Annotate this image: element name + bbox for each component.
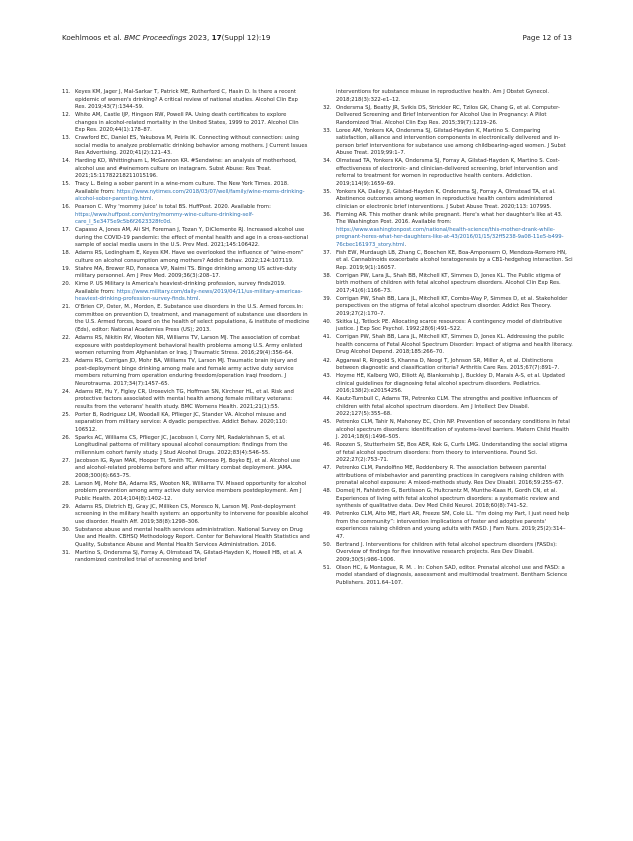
continuation-text: interventions for substance misuse in reproductive health. Am J Obstet Gynecol. 2018;218(3):322-e1–12. [336, 89, 550, 103]
reference-citation: Petrenko CLM, Alto ME, Hart AR, Freeze SM, Cole LL. “I'm doing my Part, I just need help from the community”: intervention implications of foster and adoptive parents' experiences raising children and young adults with FASD. J Fam Nurs. 2019;25(2):314–47. [336, 511, 570, 540]
reference-item [62, 135, 310, 158]
reference-item [323, 319, 573, 334]
reference-text [75, 458, 310, 481]
reference-text [336, 465, 573, 488]
reference-citation: Bertrand J. Interventions for children with fetal alcohol spectrum disorders (FASDs): Overview of findings for five innovative research projects. Res Dev Disabil. 2009;30(5):986–1006. [336, 541, 557, 563]
reference-number: 46. [323, 442, 332, 449]
reference-text [336, 128, 573, 158]
journal-name: BMC Proceedings [124, 32, 187, 42]
reference-text [75, 304, 310, 334]
reference-item [62, 335, 310, 358]
reference-citation: Kime P. US Military is America's heaviest-drinking profession, survey finds2019. Available from: [75, 281, 286, 295]
reference-text [75, 389, 310, 412]
reference-number: 40. [323, 318, 332, 325]
reference-text [75, 135, 310, 158]
reference-item [62, 358, 310, 388]
reference-text [75, 158, 310, 181]
reference-number: 30. [62, 526, 71, 533]
reference-number: 15. [62, 181, 71, 188]
reference-citation: Keyes KM, Jager J, Mal-Sarkar T, Patrick ME, Rutherford C, Hasin D. Is there a recent epidemic of women's drinking? A critical review of national studies. Alcohol Clin Exp Res. 2019;43(7):1344–59. [75, 89, 298, 110]
reference-link-suffix: . [169, 219, 172, 226]
reference-citation: Olson HC, & Montague, R. M. . In: Cohen SAD, editor. Prenatal alcohol use and FASD: a model standard of diagnosis, assessment and multimodal treatment. Bentham Science Publishers. 2011.64–107. [336, 564, 568, 586]
reference-number: 47. [323, 465, 332, 472]
reference-item [62, 181, 310, 204]
reference-item [323, 442, 573, 465]
reference-number: 37. [323, 249, 332, 256]
reference-citation: Yonkers KA, Dailey JI, Gilstad-Hayden K, Ondersma SJ, Forray A, Olmstead TA, et al. Abstinence outcomes among women in reproductive health centers administered clinician or electronic brief interventions. J Subst Abuse Treat. 2020;113: 107995. [336, 188, 556, 210]
reference-text [336, 373, 573, 396]
reference-link-suffix: . [404, 241, 407, 248]
reference-number: 51. [323, 564, 332, 571]
reference-citation: Adams RS, Nikitin RV, Wooten NR, Williams TV, Larson MJ. The association of combat exposure with postdeployment behavioral health problems among U.S. Army enlisted women returning from Afghanistan or Iraq. J Traumatic Stress. 2016;29(4):356–64. [75, 335, 303, 357]
reference-item [323, 334, 573, 357]
reference-citation: Harding KD, Whittingham L, McGannon KR. #Sendwine: an analysis of motherhood, alcohol use and #winemom culture on instagram. Subst Abuse: Res Treat. 2021;15:11782218211015196. [75, 158, 297, 180]
reference-text [75, 527, 310, 550]
reference-item [323, 396, 573, 419]
reference-number: 19. [62, 265, 71, 272]
reference-text [336, 212, 573, 250]
reference-citation: O'Brien CP, Oster, M., Morden, E. Substance use disorders in the U.S. Armed forces.In: committee on prevention D, treatment, and management of substance use disorders in the U.S. Armed forces, board on the health of select populations, & institute of medicine (Eds), editor: National Academies Press (US); 2013. [75, 304, 310, 333]
reference-citation: Domeij H, Fahlström G, Bertilsson G, Hultcrantz M, Munthe-Kaas H, Gordh CN, et al. Experiences of living with fetal alcohol spectrum disorders: a systematic review and synthesis of qualitative data. Dev Med Child Neurol. 2018;60(8):741–52. [336, 488, 560, 510]
reference-item [323, 488, 573, 511]
reference-number: 42. [323, 357, 332, 364]
reference-number: 16. [62, 204, 71, 211]
reference-text [336, 419, 573, 442]
reference-citation: Stahre MA, Brewer RD, Fonseca VP, Naimi TS. Binge drinking among US active-duty military personnel. Am J Prev Med. 2009;36(3):208–17. [75, 265, 297, 280]
reference-number: 11. [62, 89, 71, 95]
reference-citation: Substance abuse and mental health services administration. National Survey on Drug Use and Health. CBHSQ Methodology Report. Center for Behavioral Health Statistics and Quality, Substance Abuse and Mental Health Services Administration. 2016. [75, 526, 310, 548]
reference-citation: Porter B, Rodriguez LM, Woodall KA, Pflieger JC, Stander VA. Alcohol misuse and separation from military service: A dyadic perspective. Addict Behav. 2020;110: 106512. [75, 411, 288, 433]
reference-number: 39. [323, 295, 332, 302]
reference-link[interactable]: https://www.washingtonpost.com/national/health-science/this-mother-drank-while-pregnant-heres-what-her-daughters-like-at-43/2016/01/15/32ff5238-9a08-11e5-b499-76cbec161973_story.html [336, 226, 564, 248]
reference-citation: Jacobson IG, Ryan MAK, Hooper TI, Smith TC, Amoroso PJ, Boyko EJ, et al. Alcohol use and alcohol-related problems before and after military combat deployment. JAMA. 2008;300(6):663–75. [75, 457, 301, 479]
reference-item [323, 419, 573, 442]
reference-text [336, 396, 573, 419]
reference-number: 34. [323, 158, 332, 165]
reference-number: 18. [62, 250, 71, 257]
journal-authors: Koehlmoos et al. [62, 32, 122, 42]
reference-continuation [323, 89, 573, 104]
reference-text [75, 335, 310, 358]
reference-item [62, 204, 310, 227]
reference-number: 25. [62, 411, 71, 418]
reference-citation: Corrigan PW, Shah BB, Lara JL, Mitchell KT, Combs-Way P, Simmes D, et al. Stakeholder perspectives on the stigma of fetal alcohol spectrum disorder. Addict Res Theory. 2019;27(2):170–7. [336, 295, 568, 317]
reference-number: 33. [323, 127, 332, 134]
reference-citation: Crawford EC, Daniel ES, Yakubova M, Peiris IK. Connecting without connection: using social media to analyze problematic drinking behavior among mothers. J Current Issues Res Advertising. 2020;41(2):121–43. [75, 135, 308, 157]
reference-text [336, 442, 573, 465]
reference-citation: Sparks AC, Williams CS, Pflieger JC, Jacobson I, Corry NH, Radakrishnan S, et al. Longitudinal patterns of military spousal alcohol consumption: findings from the millennium cohort family study. J Stud Alcohol Drugs. 2022;83(4):546–55. [75, 434, 288, 456]
reference-number: 31. [62, 549, 71, 556]
reference-citation: Aggarwal R, Ringold S, Khanna D, Neogi T, Johnson SR, Miller A, et al. Distinctions between diagnostic and classification criteria? Arthritis Care Res. 2015;67(7):891–7. [336, 357, 560, 372]
reference-number: 21. [62, 304, 71, 311]
reference-text [75, 412, 310, 435]
reference-text [75, 504, 310, 527]
reference-number: 13. [62, 135, 71, 142]
journal-citation [62, 33, 270, 42]
reference-item [62, 527, 310, 550]
reference-text [336, 273, 573, 296]
reference-citation: White AM, Castle IJP, Hingson RW, Powell PA. Using death certificates to explore changes in alcohol-related mortality in the United States, 1999 to 2017. Alcohol Clin Exp Res. 2020;44(1):178–87. [75, 112, 299, 134]
reference-item [62, 389, 310, 412]
reference-link-suffix: . [198, 296, 201, 303]
reference-citation: Fleming AR. This mother drank while pregnant. Here's what her daughter's like at 43. The Washington Post. 2016. Available from: [336, 211, 563, 226]
reference-item [323, 565, 573, 588]
reference-citation: Larson MJ, Mohr BA, Adams RS, Wooten NR, Williams TV. Missed opportunity for alcohol problem prevention among army active duty service members postdeployment. Am J Public Health. 2014;104(8):1402–12. [75, 480, 307, 502]
reference-item [323, 511, 573, 541]
reference-text [75, 181, 310, 204]
reference-item [323, 189, 573, 212]
reference-number: 43. [323, 373, 332, 380]
reference-number: 26. [62, 434, 71, 441]
page-header [62, 31, 572, 43]
reference-item [323, 128, 573, 158]
journal-issue: (Suppl 12):19 [221, 32, 271, 42]
left-column [62, 89, 310, 588]
reference-link[interactable]: https://www.nytimes.com/2018/03/07/well/family/wine-moms-drinking-alcohol-sober-parenting.html [75, 188, 305, 203]
reference-item [323, 373, 573, 396]
reference-citation: Olmstead TA, Yonkers KA, Ondersma SJ, Forray A, Gilstad-Hayden K, Martino S. Cost-effectiveness of electronic- and clinician-delivered screening, brief intervention and referral to treatment for women in reproductive health centers. Addiction. 2019;114(9):1659–69. [336, 158, 560, 187]
reference-citation: Adams RS, Ledingham E, Keyes KM. Have we overlooked the influence of “wine-mom” culture on alcohol consumption among mothers? Addict Behav. 2022;124:107119. [75, 250, 304, 264]
reference-item [62, 158, 310, 181]
reference-citation: Ondersma SJ, Beatty JR, Svikis DS, Strickler RC, Tzilos GK, Chang G, et al. Computer-Delivered Screening and Brief Intervention for Alcohol Use in Pregnancy: A Pilot Randomized Trial. Alcohol Clin Exp Res. 2015;39(7):1219–26. [336, 104, 560, 126]
reference-item [323, 212, 573, 250]
reference-text [75, 481, 310, 504]
page-number: Page 12 of 13 [522, 32, 572, 42]
reference-item [62, 304, 310, 334]
reference-number: 44. [323, 396, 332, 403]
reference-citation: Petrenko CLM, Tahir N, Mahoney EC, Chin NP. Prevention of secondary conditions in fetal alcohol spectrum disorders: identification of systems-level barriers. Matern Child Health J. 2014;18(6):1496–505. [336, 419, 570, 441]
reference-text [75, 250, 310, 265]
reference-item [62, 412, 310, 435]
reference-text [336, 319, 573, 334]
reference-number: 24. [62, 388, 71, 395]
reference-number: 27. [62, 457, 71, 464]
reference-text [336, 565, 573, 588]
reference-link[interactable]: https://www.military.com/daily-news/2019/04/11/us-military-americas-heaviest-drinking-profession-survey-finds.html [75, 288, 303, 303]
reference-text [336, 334, 573, 357]
reference-text [75, 112, 310, 135]
reference-text [336, 105, 573, 128]
reference-link[interactable]: https://www.huffpost.com/entry/mommy-wine-culture-drinking-self-care_l_5e3475e9c5b6f2623328fc0d [75, 211, 254, 226]
reference-number: 41. [323, 334, 332, 341]
reference-citation: Adams RS, Dietrich EJ, Gray JC, Milliken CS, Moresco N, Larson MJ. Post-deployment screening in the military health system: an opportunity to intervene for possible alcohol use disorder. Health Aff. 2019;38(8):1298–306. [75, 503, 309, 525]
reference-item [62, 112, 310, 135]
references-body [62, 89, 573, 588]
reference-number: 35. [323, 188, 332, 195]
reference-item [323, 105, 573, 128]
reference-link-suffix: . [151, 196, 154, 203]
reference-number: 20. [62, 281, 71, 288]
reference-item [323, 465, 573, 488]
reference-text [336, 250, 573, 273]
reference-number: 29. [62, 503, 71, 510]
reference-number: 49. [323, 511, 332, 518]
reference-text [75, 266, 310, 281]
reference-text [75, 281, 310, 304]
reference-text [75, 435, 310, 458]
reference-citation: Loree AM, Yonkers KA, Ondersma SJ, Gilstad-Hayden K, Martino S. Comparing satisfaction, alliance and intervention components in electronically delivered and in-person brief interventions for substance use among childbearing-aged women. J Subst Abuse Treat. 2019;99:1–7. [336, 127, 566, 157]
reference-citation: Adams RE, Hu Y, Figley CR, Urosevich TG, Hoffman SN, Kirchner HL, et al. Risk and protective factors associated with mental health among female military veterans: results from the veterans' health study. BMC Womens Health. 2021;21(1):55. [75, 388, 294, 410]
reference-number: 32. [323, 104, 332, 111]
reference-number: 28. [62, 480, 71, 487]
reference-number: 12. [62, 112, 71, 119]
reference-number: 45. [323, 419, 332, 426]
reference-citation: Tracy L. Being a sober parent in a wine-mom culture. The New York Times. 2018. Available from: [75, 181, 289, 195]
reference-number: 22. [62, 335, 71, 342]
reference-item [62, 227, 310, 250]
reference-number: 48. [323, 488, 332, 495]
reference-item [323, 158, 573, 188]
reference-text [336, 488, 573, 511]
reference-item [323, 250, 573, 273]
reference-item [323, 296, 573, 319]
reference-citation: Skitka LJ, Tetlock PE. Allocating scarce resources: A contingency model of distributive justice. J Exp Soc Psychol. 1992;28(6):491–522. [336, 318, 562, 333]
reference-citation: Corrigan PW, Shah BB, Lara JL, Mitchell KT, Simmes D, Jones KL. Addressing the public health concerns of Fetal Alcohol Spectrum Disorder: Impact of stigma and health literacy. Drug Alcohol Depend. 2018;185:266–70. [336, 334, 573, 356]
reference-citation: Hoyme HE, Kalberg WO, Elliott AJ, Blankenship J, Buckley D, Marais A-S, et al. Updated clinical guidelines for diagnosing fetal alcohol spectrum disorders. Pediatrics. 2016;138(2):e20154256. [336, 373, 565, 395]
reference-text [336, 358, 573, 373]
reference-citation: Adams RS, Corrigan JD, Mohr BA, Williams TV, Larson MJ. Traumatic brain injury and post-deployment binge drinking among male and female army active duty service members returning from operation enduring freedom/operation iraqi freedom. J Neurotrauma. 2017;34(7):1457–65. [75, 358, 297, 387]
reference-item [62, 481, 310, 504]
reference-text [75, 227, 310, 250]
reference-number: 23. [62, 358, 71, 365]
reference-citation: Petrenko CLM, Pandolfino ME, Roddenbery R. The association between parental attributions of misbehavior and parenting practices in caregivers raising children with prenatal alcohol exposure: A mixed-methods study. Res Dev Disabil. 2016;59:255–67. [336, 465, 564, 487]
reference-item [62, 435, 310, 458]
reference-item [323, 358, 573, 373]
reference-number: 50. [323, 541, 332, 548]
reference-number: 38. [323, 272, 332, 279]
reference-citation: Pearson C. Why 'mommy juice' is total BS. HuffPost. 2020. Available from: [75, 204, 271, 211]
reference-citation: Corrigan PW, Lara JL, Shah BB, Mitchell KT, Simmes D, Jones KL. The Public stigma of birth mothers of children with fetal alcohol spectrum disorders. Alcohol Clin Exp Res. 2017;41(6):1166–73. [336, 272, 561, 294]
reference-text [336, 158, 573, 188]
right-column [323, 89, 573, 588]
reference-text [75, 358, 310, 388]
reference-item [62, 89, 310, 112]
journal-year: 2023, [188, 32, 210, 42]
reference-text [336, 511, 573, 541]
reference-item [323, 273, 573, 296]
reference-citation: Martino S, Ondersma SJ, Forray A, Olmstead TA, Gilstad-Hayden K, Howell HB, et al. A randomized controlled trial of screening and brief [75, 549, 302, 564]
reference-text [336, 542, 573, 565]
reference-text [75, 89, 310, 112]
reference-number: 14. [62, 158, 71, 165]
reference-citation: Fish EW, Murdaugh LB, Zhang C, Boschen KE, Boa-Amponsem O, Mendoza-Romero HN, et al. Cannabinoids exacerbate alcohol teratogenesis by a CB1-hedgehog interaction. Sci Rep. 2019;9(1):16057. [336, 249, 573, 271]
reference-item [62, 281, 310, 304]
journal-volume: 17 [211, 32, 222, 42]
reference-number: 17. [62, 227, 71, 234]
reference-text [336, 296, 573, 319]
reference-text [336, 189, 573, 212]
reference-text [75, 550, 310, 565]
reference-text [75, 204, 310, 227]
reference-item [62, 250, 310, 265]
reference-item [62, 266, 310, 281]
reference-citation: Roozen S, Stutterheim SE, Bos AER, Kok G, Curfs LMG. Understanding the social stigma of fetal alcohol spectrum disorders: from theory to interventions. Found Sci. 2022;27(2):753–71. [336, 442, 568, 464]
reference-item [62, 458, 310, 481]
reference-item [62, 550, 310, 565]
reference-citation: Kautz-Turnbull C, Adams TR, Petrenko CLM. The strengths and positive influences of children with fetal alcohol spectrum disorders. Am J Intellect Dev Disabil. 2022;127(5):355–68. [336, 396, 558, 418]
reference-item [62, 504, 310, 527]
reference-citation: Capasso A, Jones AM, Ali SH, Foreman J, Tozan Y, DiClemente RJ. Increased alcohol use during the COVID-19 pandemic: the effect of mental health and age in a cross-sectional sample of social media users in the U.S. Prev Med. 2021;145:106422. [75, 227, 308, 249]
reference-item [323, 542, 573, 565]
reference-number: 36. [323, 211, 332, 218]
